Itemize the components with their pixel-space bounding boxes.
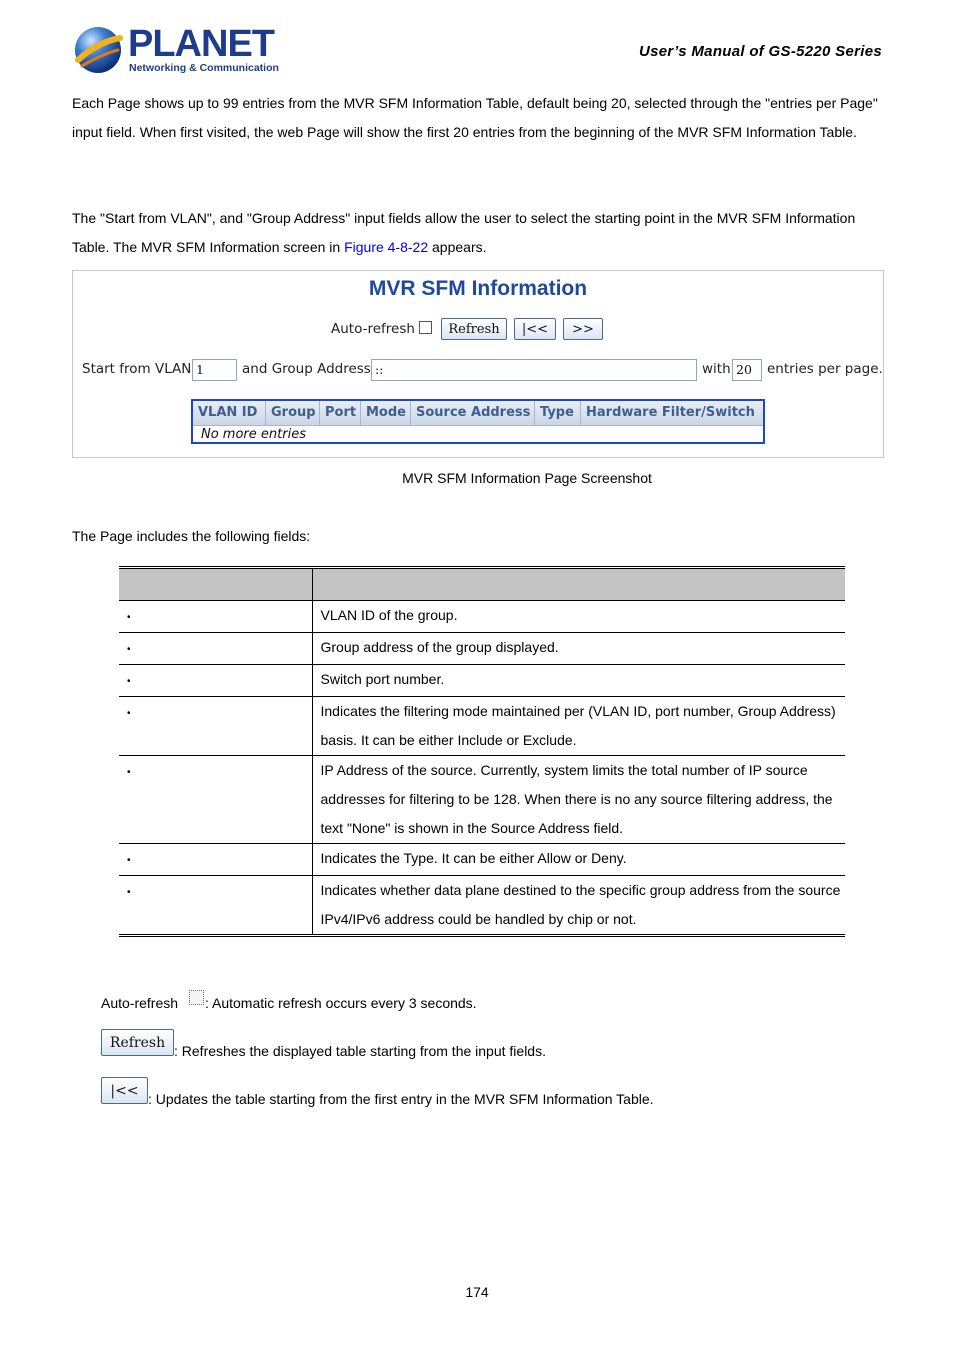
mvr-sfm-screenshot [72, 270, 884, 458]
first-page-button[interactable]: |<< [514, 318, 556, 340]
intro-text-after-link: appears. [428, 239, 487, 255]
table-row [119, 633, 845, 665]
col-port: Port [320, 401, 361, 425]
header-description-cell [312, 568, 845, 601]
group-address-input[interactable]: :: [371, 359, 697, 381]
legend-auto-refresh-label: Auto-refresh [101, 995, 179, 1011]
col-mode: Mode [361, 401, 411, 425]
intro-paragraph-1: Each Page shows up to 99 entries from the MVR SFM Information Table, default being 20, selected through the "entries per Page" input field. When first visited, the web Page will show the first 20 entries from the beginning of the MVR SFM Information Table. [72, 95, 878, 140]
col-vlan-id: VLAN ID [193, 401, 266, 425]
figure-link[interactable]: Figure 4-8-22 [344, 239, 429, 255]
legend-refresh-desc: : Refreshes the displayed table starting from the input fields. [174, 1043, 546, 1059]
row-description: Indicates the filtering mode maintained per (VLAN ID, port number, Group Address) basis. It can be either Include or Exclude. [312, 697, 845, 756]
manual-title: User’s Manual of GS-5220 Series [638, 43, 882, 60]
auto-refresh-label: Auto-refresh [331, 321, 415, 337]
col-group: Group [266, 401, 320, 425]
row-bullet: • [127, 612, 131, 623]
col-type: Type [535, 401, 581, 425]
start-vlan-label: Start from VLAN [82, 361, 192, 377]
mvr-sfm-table [191, 399, 765, 444]
row-description: Indicates the Type. It can be either Allow or Deny. [312, 844, 845, 876]
legend-first-page-button[interactable]: |<< [101, 1077, 148, 1104]
col-source-address: Source Address [411, 401, 535, 425]
col-hardware-filter: Hardware Filter/Switch [586, 405, 755, 420]
globe-icon [72, 24, 124, 76]
with-label: with [702, 361, 731, 377]
mvr-table-header [193, 401, 763, 426]
table-row [119, 665, 845, 697]
row-bullet: • [127, 887, 131, 898]
row-description: Switch port number. [312, 665, 845, 697]
header-object-cell [119, 568, 312, 601]
row-description: VLAN ID of the group. [312, 601, 845, 633]
refresh-button[interactable]: Refresh [441, 318, 507, 340]
auto-refresh-checkbox[interactable] [419, 321, 432, 334]
row-bullet: • [127, 644, 131, 655]
fields-intro: The Page includes the following fields: [72, 528, 311, 544]
next-page-button[interactable]: >> [563, 318, 603, 340]
page-number: 174 [465, 1284, 489, 1300]
row-bullet: • [127, 855, 131, 866]
legend-auto-refresh-checkbox[interactable] [189, 990, 204, 1005]
table-row [119, 844, 845, 876]
legend-refresh-button[interactable]: Refresh [101, 1029, 174, 1056]
row-bullet: • [127, 708, 131, 719]
table-row [119, 756, 845, 844]
legend-auto-refresh-desc: : Automatic refresh occurs every 3 seconds. [205, 995, 477, 1011]
logo-wordmark: PLANET [128, 23, 274, 65]
start-vlan-input[interactable]: 1 [192, 359, 237, 381]
row-description: Indicates whether data plane destined to the specific group address from the source IPv4/IPv6 address could be handled by chip or not. [312, 876, 845, 936]
fields-table-header [119, 568, 845, 601]
legend-first-page-desc: : Updates the table starting from the first entry in the MVR SFM Information Table. [148, 1091, 654, 1107]
row-bullet: • [127, 767, 131, 778]
empty-table-row: No more entries [201, 427, 306, 442]
table-row [119, 601, 845, 633]
table-row [119, 697, 845, 756]
fields-table [119, 566, 845, 937]
entries-per-page-label: entries per page. [767, 361, 883, 377]
logo-tagline: Networking & Communication [129, 62, 279, 74]
figure-caption: MVR SFM Information Page Screenshot [402, 470, 652, 486]
intro-paragraph-2 [72, 204, 887, 262]
planet-logo [72, 22, 279, 78]
screenshot-title: MVR SFM Information [368, 277, 588, 300]
row-description: IP Address of the source. Currently, system limits the total number of IP source addresses for filtering to be 128. When there is no any source filtering address, the text "None" is shown in the Source Address field. [312, 756, 845, 844]
table-row [119, 876, 845, 936]
intro-text-before-link: The "Start from VLAN", and "Group Address" input fields allow the user to select the starting point in the MVR SFM Information Table. The MVR SFM Information screen in [72, 210, 856, 255]
row-bullet: • [127, 676, 131, 687]
row-description: Group address of the group displayed. [312, 633, 845, 665]
group-address-label: and Group Address [242, 361, 371, 377]
entries-per-page-input[interactable]: 20 [732, 359, 762, 381]
